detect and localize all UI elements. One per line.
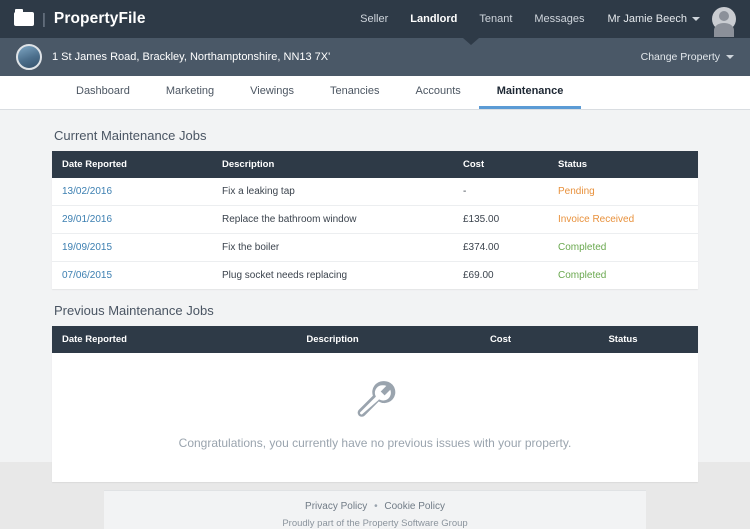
brand-separator: | — [42, 10, 46, 28]
header-cost: Cost — [453, 326, 548, 353]
status-badge: Completed — [558, 270, 607, 281]
tab-maintenance[interactable]: Maintenance — [479, 76, 582, 109]
tab-marketing[interactable]: Marketing — [165, 85, 215, 97]
property-thumbnail — [16, 44, 42, 70]
status-badge: Pending — [548, 178, 698, 206]
header-description: Description — [212, 326, 453, 353]
footer-links — [104, 501, 646, 512]
change-property-label: Change Property — [640, 51, 720, 63]
avatar[interactable] — [712, 7, 736, 31]
briefcase-icon — [14, 12, 34, 26]
property-bar — [0, 38, 750, 76]
cell-cost: £374.00 — [453, 234, 548, 262]
section-tabs — [0, 76, 750, 110]
cell-description: Fix the boiler — [212, 234, 453, 262]
current-maintenance-table — [52, 151, 698, 289]
header-cost: Cost — [453, 151, 548, 178]
wrench-icon — [353, 377, 397, 421]
cell-description: Plug socket needs replacing — [222, 270, 348, 281]
property-address: 1 St James Road, Brackley, Northamptonshire, NN13 7X' — [52, 51, 331, 63]
cell-cost: £135.00 — [453, 206, 548, 234]
top-navigation-bar — [0, 0, 750, 38]
empty-state-message: Congratulations, you currently have no previous issues with your property. — [178, 436, 572, 450]
tab-viewings[interactable]: Viewings — [250, 85, 294, 97]
tab-dashboard[interactable]: Dashboard — [76, 85, 130, 97]
header-description: Description — [212, 151, 453, 178]
previous-maintenance-table — [52, 326, 698, 353]
nav-link-messages[interactable]: Messages — [534, 13, 585, 25]
cell-description: Replace the bathroom window — [212, 206, 453, 234]
table-row[interactable] — [52, 178, 698, 206]
table-header-row — [52, 326, 698, 353]
footer-tagline: Proudly part of the Property Software Group — [282, 518, 468, 529]
main-content — [0, 110, 750, 529]
table-row[interactable] — [52, 234, 698, 262]
tab-tenancies[interactable]: Tenancies — [329, 85, 380, 97]
cell-date[interactable]: 13/02/2016 — [52, 178, 212, 206]
cell-date[interactable]: 07/06/2015 — [62, 270, 113, 281]
privacy-policy-link[interactable]: Privacy Policy — [305, 501, 368, 512]
tab-accounts[interactable]: Accounts — [415, 85, 461, 97]
nav-link-tenant[interactable]: Tenant — [479, 13, 513, 25]
header-status: Status — [548, 151, 698, 178]
header-date-reported: Date Reported — [52, 326, 212, 353]
previous-jobs-empty-state — [52, 353, 698, 482]
nav-link-seller[interactable]: Seller — [360, 13, 389, 25]
footer-separator-dot: • — [374, 501, 378, 512]
table-row[interactable] — [52, 262, 698, 290]
current-jobs-title: Current Maintenance Jobs — [54, 128, 207, 143]
table-row[interactable] — [52, 206, 698, 234]
top-nav-links — [349, 1, 736, 37]
active-nav-pointer — [463, 38, 479, 45]
cell-date[interactable]: 19/09/2015 — [52, 234, 212, 262]
brand-name: PropertyFile — [53, 10, 146, 27]
user-menu[interactable] — [596, 1, 706, 37]
page-footer — [104, 490, 646, 529]
user-name: Mr Jamie Beech — [607, 13, 687, 25]
table-header-row — [52, 151, 698, 178]
previous-jobs-title: Previous Maintenance Jobs — [54, 303, 214, 318]
status-badge: Invoice Received — [548, 206, 698, 234]
change-property-button[interactable] — [641, 51, 734, 63]
status-badge: Completed — [548, 234, 698, 262]
cell-description: Fix a leaking tap — [212, 178, 453, 206]
header-date-reported: Date Reported — [52, 151, 212, 178]
cell-cost: £69.00 — [463, 270, 494, 281]
cookie-policy-link[interactable]: Cookie Policy — [384, 501, 445, 512]
cell-date[interactable]: 29/01/2016 — [52, 206, 212, 234]
chevron-down-icon — [692, 17, 700, 21]
cell-cost: - — [453, 178, 548, 206]
brand-logo[interactable] — [14, 10, 146, 28]
header-status: Status — [548, 326, 698, 353]
nav-link-landlord[interactable]: Landlord — [410, 13, 458, 25]
chevron-down-icon — [726, 55, 734, 59]
